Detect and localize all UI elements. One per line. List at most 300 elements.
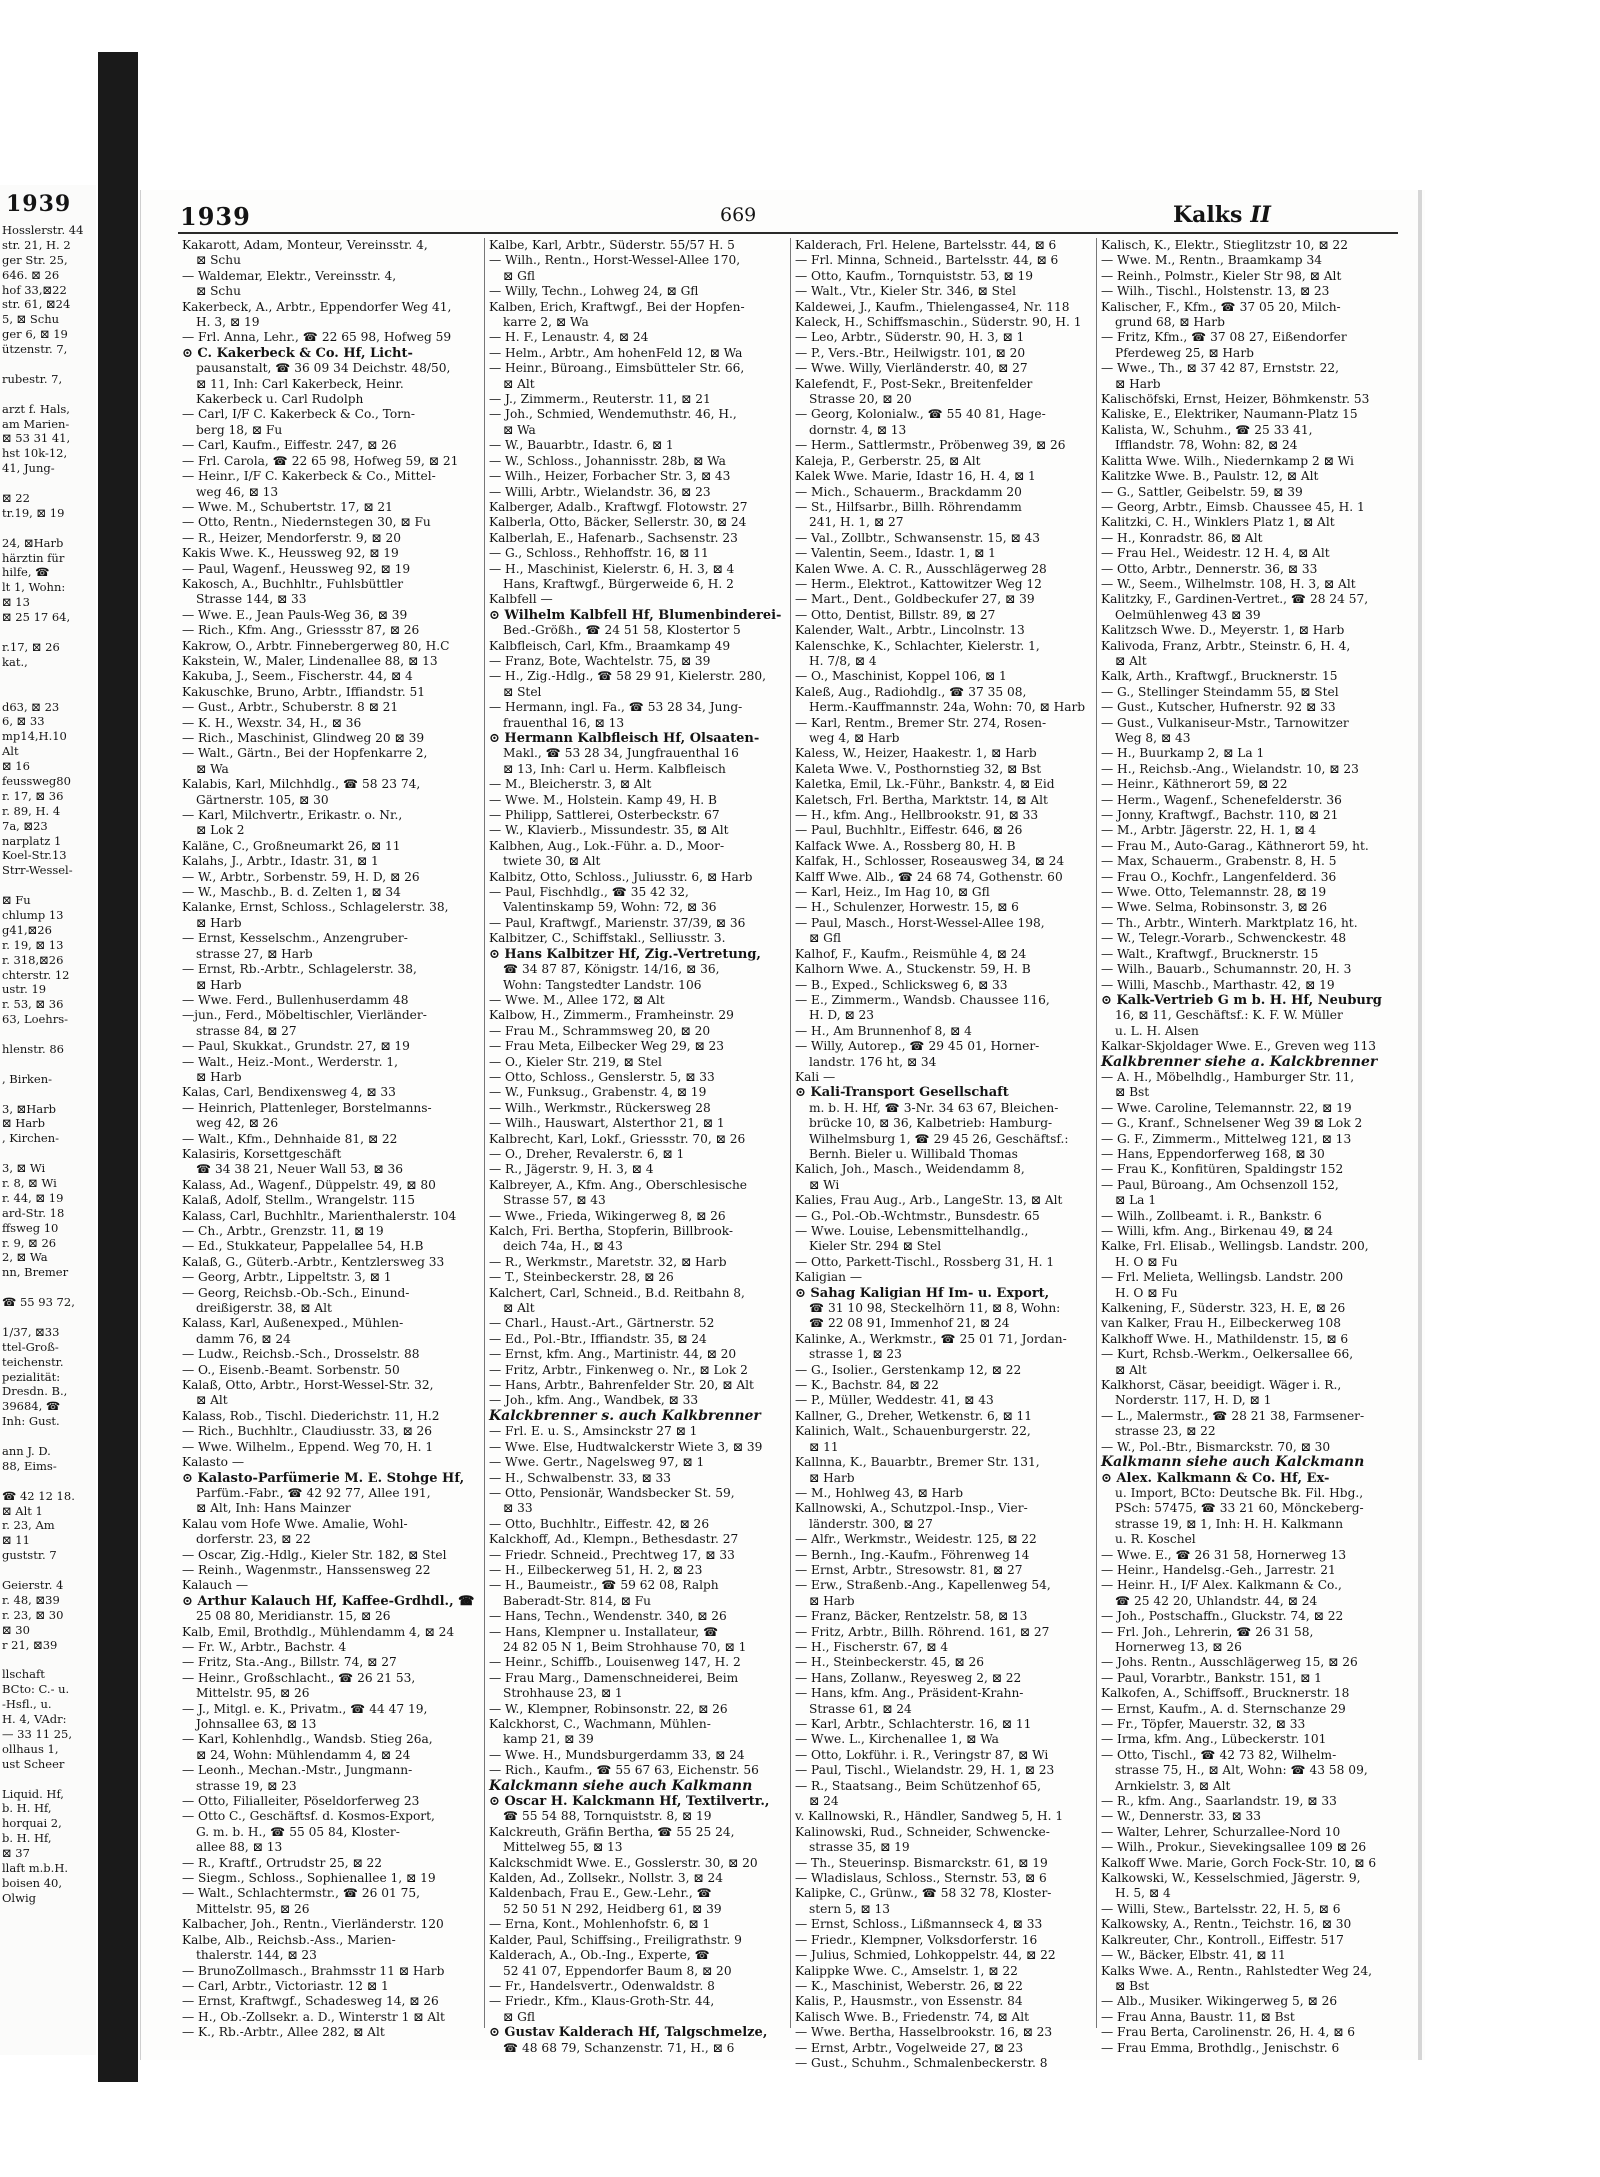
directory-entry: — Frl. Joh., Lehrerin, ☎ 26 31 58,	[1101, 1624, 1314, 1639]
directory-entry: — G., Stellinger Steindamm 55, ⊠ Stel	[1101, 684, 1339, 699]
directory-entry: — Frl. E. u. S., Amsinckstr 27 ⊠ 1	[489, 1424, 698, 1439]
facing-page-line: arzt f. Hals,	[2, 401, 70, 416]
directory-entry: G. m. b. H., ☎ 55 05 84, Kloster-	[196, 1824, 400, 1839]
directory-entry: — G., Isolier., Gerstenkamp 12, ⊠ 22	[795, 1362, 1022, 1377]
directory-entry: pausanstalt, ☎ 36 09 34 Deichstr. 48/50,	[196, 361, 451, 376]
facing-page-line: ust Scheer	[2, 1756, 65, 1771]
directory-entry: Pferdeweg 25, ⊠ Harb	[1115, 345, 1254, 360]
directory-entry: ⊠ Lok 2	[196, 823, 245, 838]
facing-page-line: lt 1, Wohn:	[2, 580, 66, 595]
directory-entry: ⊠ Alt	[196, 1393, 228, 1408]
directory-entry: Kalis, P., Hausmstr., von Essenstr. 84	[795, 1994, 1023, 2009]
directory-entry: — Frl. Anna, Lehr., ☎ 22 65 98, Hofweg 59	[182, 330, 452, 345]
directory-entry: H. 7/8, ⊠ 4	[809, 653, 877, 668]
facing-page-line: ger Str. 25,	[2, 252, 68, 267]
directory-entry: ⊙ Wilhelm Kalbfell Hf, Blumenbinderei-	[489, 607, 782, 623]
directory-entry: — W., Klempner, Robinsonstr. 22, ⊠ 26	[489, 1701, 728, 1716]
directory-entry: — Wwe. Selma, Robinsonstr. 3, ⊠ 26	[1101, 900, 1327, 915]
directory-entry: Makl., ☎ 53 28 34, Jungfrauenthal 16	[503, 746, 739, 761]
directory-entry: ⊠ Alt	[503, 376, 535, 391]
facing-page-line: ⊠ Alt 1	[2, 1503, 43, 1518]
directory-entry: — Otto, Parkett-Tischl., Rossberg 31, H. 1	[795, 1254, 1055, 1269]
directory-entry: H. D, ⊠ 23	[809, 1008, 875, 1023]
directory-entry: — Heinrich, Plattenleger, Borstelmanns-	[182, 1100, 432, 1115]
facing-page-line: nn, Bremer	[2, 1265, 69, 1280]
directory-entry: — E., Zimmerm., Wandsb. Chaussee 116,	[795, 992, 1050, 1007]
directory-entry: Kalch, Fri. Bertha, Stopferin, Billbrook-	[489, 1224, 734, 1238]
directory-entry: — H., Am Brunnenhof 8, ⊠ 4	[795, 1023, 972, 1038]
directory-entry: Arnkielstr. 3, ⊠ Alt	[1115, 1778, 1231, 1793]
facing-page-line: ützenstr. 7,	[2, 342, 68, 357]
directory-entry: Kalauch —	[182, 1578, 249, 1593]
directory-entry: strasse 23, ⊠ 22	[1115, 1424, 1216, 1439]
directory-entry: Kieler Str. 294 ⊠ Stel	[809, 1239, 942, 1254]
directory-entry: — G., Kranf., Schnelsener Weg 39 ⊠ Lok 2	[1101, 1116, 1363, 1131]
directory-entry: — W., Bauarbtr., Idastr. 6, ⊠ 1	[489, 438, 674, 453]
directory-entry: damm 76, ⊠ 24	[196, 1331, 291, 1346]
directory-entry: — W., Seem., Wilhelmstr. 108, H. 3, ⊠ Alt	[1101, 576, 1356, 591]
directory-entry: — Heinr., Großschlacht., ☎ 26 21 53,	[182, 1670, 416, 1685]
directory-entry: Kalberlah, E., Hafenarb., Sachsenstr. 23	[489, 530, 738, 545]
directory-entry: — St., Hilfsarbr., Billh. Röhrendamm	[795, 499, 1022, 514]
directory-entry: — O., Dreher, Revalerstr. 6, ⊠ 1	[489, 1146, 685, 1161]
directory-entry: — Ernst, Kraftwgf., Schadesweg 14, ⊠ 26	[182, 1994, 439, 2009]
directory-entry: Wilhelmsburg 1, ☎ 29 45 26, Geschäftsf.:	[809, 1131, 1069, 1146]
directory-entry: Strasse 144, ⊠ 33	[196, 592, 307, 607]
directory-column-3	[790, 238, 1095, 2070]
directory-entry: Kalkmann siehe auch Kalckmann	[1101, 1454, 1365, 1471]
facing-page-line: mp14,H.10	[2, 729, 67, 744]
directory-entry: — Ludw., Reichsb.-Sch., Drosselstr. 88	[182, 1347, 420, 1362]
directory-entry: — Gust., Kutscher, Hufnerstr. 92 ⊠ 33	[1101, 700, 1336, 715]
facing-page-line: narplatz 1	[2, 833, 62, 848]
directory-entry: Kalbe, Karl, Arbtr., Süderstr. 55/57 H. 5	[489, 238, 735, 252]
directory-entry: Kalckhoff, Ad., Klempn., Bethesdastr. 27	[489, 1532, 739, 1547]
directory-entry: — Frl. Carola, ☎ 22 65 98, Hofweg 59, ⊠ 21	[182, 453, 459, 468]
directory-entry: — Frau Meta, Eilbecker Weg 29, ⊠ 23	[489, 1039, 725, 1054]
directory-entry: — Wladislaus, Schloss., Sternstr. 53, ⊠ 6	[795, 1871, 1047, 1886]
directory-entry: — Leonh., Mechan.-Mstr., Jungmann-	[182, 1763, 413, 1778]
directory-entry: ⊙ Oscar H. Kalckmann Hf, Textilvertr.,	[489, 1794, 770, 1810]
directory-entry: Kaleta Wwe. V., Posthornstieg 32, ⊠ Bst	[795, 761, 1042, 776]
facing-page-fragment	[0, 185, 96, 2055]
directory-entry: — R., Kraftf., Ortrudstr 25, ⊠ 22	[182, 1855, 383, 1870]
directory-entry: karre 2, ⊠ Wa	[503, 315, 589, 330]
facing-page-line: teichenstr.	[2, 1354, 64, 1369]
directory-entry: Kalkhorst, Cäsar, beeidigt. Wäger i. R.,	[1101, 1378, 1342, 1393]
directory-entry: — K., Maschinist, Weberstr. 26, ⊠ 22	[795, 1978, 1023, 1993]
facing-page-line	[2, 1280, 94, 1295]
directory-entry: — K., Rb.-Arbtr., Allee 282, ⊠ Alt	[182, 2025, 385, 2040]
facing-page-line	[2, 625, 94, 640]
facing-page-line: ⊠ 16	[2, 759, 30, 774]
directory-entry: — O., Kieler Str. 219, ⊠ Stel	[489, 1054, 662, 1069]
directory-entry: strasse 75, H., ⊠ Alt, Wohn: ☎ 43 58 09,	[1115, 1763, 1368, 1778]
directory-entry: Strasse 20, ⊠ 20	[809, 392, 912, 407]
facing-page-line: 646. ⊠ 26	[2, 267, 60, 282]
directory-entry: weg 4, ⊠ Harb	[809, 731, 900, 745]
facing-page-line: r. 23, ⊠ 30	[2, 1607, 64, 1622]
directory-entry: ⊠ Harb	[196, 1069, 242, 1084]
directory-entry: Kalbow, H., Zimmerm., Framheinstr. 29	[489, 1008, 734, 1023]
directory-entry: — Fr. W., Arbtr., Bachstr. 4	[182, 1639, 347, 1654]
facing-page-line: Hosslerstr. 44	[2, 223, 84, 237]
facing-page-line: härztin für	[2, 550, 65, 565]
facing-page-line: r.17, ⊠ 26	[2, 639, 60, 654]
directory-page	[140, 190, 1425, 2070]
directory-entry: Kalder, Paul, Schiffsing., Freiligrathstr. 9	[489, 1932, 742, 1947]
directory-entry: ⊙ Kali-Transport Gesellschaft	[795, 1085, 1009, 1101]
directory-entry: — Mart., Dent., Goldbeckufer 27, ⊠ 39	[795, 592, 1035, 607]
directory-entry: — Heinr., I/F C. Kakerbeck & Co., Mittel-	[182, 469, 436, 484]
directory-entry: — Georg, Kolonialw., ☎ 55 40 81, Hage-	[795, 407, 1046, 422]
directory-entry: — Wilh., Tischl., Holstenstr. 13, ⊠ 23	[1101, 284, 1330, 299]
directory-entry: — H., Eilbeckerweg 51, H. 2, ⊠ 23	[489, 1562, 703, 1577]
directory-entry: Kalkhoff Wwe. H., Mathildenstr. 15, ⊠ 6	[1101, 1331, 1349, 1346]
directory-entry: Kalkowsky, A., Rentn., Teichstr. 16, ⊠ 30	[1101, 1917, 1352, 1932]
directory-entry: — Otto C., Geschäftsf. d. Kosmos-Export,	[182, 1809, 435, 1824]
directory-entry: — A. H., Möbelhdlg., Hamburger Str. 11,	[1101, 1069, 1355, 1084]
facing-page-line: str. 61, ⊠24	[2, 297, 71, 312]
directory-entry: Kalchert, Carl, Schneid., B.d. Reitbahn 8,	[489, 1285, 745, 1300]
directory-entry: — L., Malermstr., ☎ 28 21 38, Farmsener-	[1101, 1408, 1365, 1423]
directory-entry: — Willy, Techn., Lohweg 24, ⊠ Gfl	[489, 284, 699, 299]
directory-entry: ☎ 34 38 21, Neuer Wall 53, ⊠ 36	[196, 1162, 403, 1177]
directory-entry: — Joh., Schmied, Wendemuthstr. 46, H.,	[489, 407, 737, 422]
facing-page-line: Inh: Gust.	[2, 1414, 60, 1429]
directory-entry: kamp 21, ⊠ 39	[503, 1732, 594, 1747]
directory-entry: — W., Pol.-Btr., Bismarckstr. 70, ⊠ 30	[1101, 1439, 1331, 1454]
directory-entry: — Helm., Arbtr., Am hohenFeld 12, ⊠ Wa	[489, 345, 743, 360]
facing-page-line	[2, 387, 94, 402]
facing-page-line: feussweg80	[2, 773, 71, 788]
facing-page-line	[2, 1310, 94, 1325]
directory-entry: — R., Staatsang., Beim Schützenhof 65,	[795, 1778, 1042, 1793]
directory-entry: H. O ⊠ Fu	[1115, 1285, 1178, 1300]
directory-entry: — Walt., Gärtn., Bei der Hopfenkarre 2,	[182, 746, 428, 761]
directory-entry: — Otto, Dentist, Billstr. 89, ⊠ 27	[795, 607, 996, 622]
directory-entry: — H., Reichsb.-Ang., Wielandstr. 10, ⊠ 23	[1101, 761, 1359, 776]
facing-page-line: pezialität:	[2, 1369, 61, 1384]
directory-entry: — Hermann, ingl. Fa., ☎ 53 28 34, Jung-	[489, 700, 743, 715]
directory-entry: — Carl, Arbtr., Victoriastr. 12 ⊠ 1	[182, 1978, 389, 1993]
directory-entry: — BrunoZollmasch., Brahmsstr 11 ⊠ Harb	[182, 1963, 445, 1978]
directory-entry: Oelmühlenweg 43 ⊠ 39	[1115, 607, 1261, 622]
directory-entry: m. b. H. Hf, ☎ 3-Nr. 34 63 67, Bleichen-	[809, 1100, 1059, 1115]
directory-entry: Kalkowski, W., Kesselschmied, Jägerstr. 9,	[1101, 1871, 1361, 1886]
facing-page-line	[2, 357, 94, 372]
directory-entry: — Paul, Vorarbtr., Bankstr. 151, ⊠ 1	[1101, 1670, 1322, 1685]
directory-entry: — Friedr., Klempner, Volksdorferstr. 16	[795, 1932, 1038, 1947]
facing-page-line: ann J. D.	[2, 1444, 51, 1459]
directory-entry: — Georg, Arbtr., Lippeltstr. 3, ⊠ 1	[182, 1270, 392, 1285]
directory-entry: Kalivoda, Franz, Arbtr., Steinstr. 6, H. 4,	[1101, 638, 1351, 653]
facing-page-line: -Hsfl., u.	[2, 1697, 52, 1712]
facing-page-line: boisen 40,	[2, 1875, 63, 1890]
facing-page-line: r. 89, H. 4	[2, 803, 61, 818]
directory-entry: ⊠ Bst	[1115, 1085, 1150, 1100]
directory-entry: — Heinr., Schiffb., Louisenweg 147, H. 2	[489, 1655, 741, 1670]
directory-entry: — J., Mitgl. e. K., Privatm., ☎ 44 47 19,	[182, 1701, 428, 1716]
directory-entry: Kalas, Carl, Bendixensweg 4, ⊠ 33	[182, 1085, 396, 1100]
directory-entry: Kalitzke Wwe. B., Paulstr. 12, ⊠ Alt	[1101, 469, 1319, 484]
directory-entry: Kalasto —	[182, 1455, 245, 1470]
directory-entry: — Alb., Musiker. Wikingerweg 5, ⊠ 26	[1101, 1994, 1338, 2009]
directory-entry: — Wwe. Willy, Vierländerstr. 40, ⊠ 27	[795, 361, 1028, 376]
directory-entry: — Walter, Lehrer, Schurzallee-Nord 10	[1101, 1824, 1341, 1839]
directory-entry: Kalckhorst, C., Wachmann, Mühlen-	[489, 1717, 711, 1731]
directory-entry: Kalks Wwe. A., Rentn., Rahlstedter Weg 24,	[1101, 1963, 1372, 1978]
directory-entry: — H., Steinbeckerstr. 45, ⊠ 26	[795, 1655, 985, 1670]
directory-entry: — Otto, Lokführ. i. R., Veringstr 87, ⊠ Wi	[795, 1747, 1049, 1762]
directory-entry: Kaldenbach, Frau E., Gew.-Lehr., ☎	[489, 1886, 712, 1901]
directory-entry: ⊠ Wi	[809, 1177, 840, 1192]
directory-entry: Herm.-Kauffmannstr. 24a, Wohn: 70, ⊠ Harb	[809, 700, 1086, 715]
directory-entry: — Wwe. Ferd., Bullenhuserdamm 48	[182, 992, 409, 1007]
directory-entry: ⊙ C. Kakerbeck & Co. Hf, Licht-	[182, 345, 413, 361]
directory-entry: — Frl. Minna, Schneid., Bartelsstr. 44, ⊠ 6	[795, 253, 1059, 268]
directory-entry: — Frau Berta, Carolinenstr. 26, H. 4, ⊠ 6	[1101, 2025, 1356, 2040]
directory-entry: — Wilh., Zollbeamt. i. R., Bankstr. 6	[1101, 1208, 1322, 1223]
facing-page-line: rubestr. 7,	[2, 371, 63, 386]
directory-entry: Strasse 61, ⊠ 24	[809, 1701, 912, 1716]
directory-entry: — Hans, kfm. Ang., Präsident-Krahn-	[795, 1686, 1024, 1701]
directory-entry: — Frl. Melieta, Wellingsb. Landstr. 200	[1101, 1270, 1344, 1285]
directory-entry: — G., Schloss., Rehhoffstr. 16, ⊠ 11	[489, 546, 709, 561]
directory-entry: Strohhause 23, ⊠ 1	[503, 1686, 623, 1701]
directory-entry: 16, ⊠ 11, Geschäftsf.: K. F. W. Müller	[1115, 1008, 1343, 1023]
directory-entry: Kalisch, K., Elektr., Stieglitzstr 10, ⊠ 22	[1101, 238, 1348, 252]
directory-entry: — Otto, Rentn., Niedernstegen 30, ⊠ Fu	[182, 515, 431, 530]
directory-entry: — Paul, Wagenf., Heussweg 92, ⊠ 19	[182, 561, 411, 576]
directory-entry: — Ernst, Arbtr., Stresowstr. 81, ⊠ 27	[795, 1562, 1023, 1577]
directory-entry: — W., Schloss., Johannisstr. 28b, ⊠ Wa	[489, 453, 726, 468]
directory-entry: — Wwe. Louise, Lebensmittelhandlg.,	[795, 1224, 1029, 1238]
directory-entry: — H., Baumeistr., ☎ 59 62 08, Ralph	[489, 1578, 719, 1593]
directory-entry: Kallnowski, A., Schutzpol.-Insp., Vier-	[795, 1501, 1028, 1516]
directory-entry: — Irma, kfm. Ang., Lübeckerstr. 101	[1101, 1732, 1327, 1747]
directory-column-1	[182, 238, 482, 2040]
directory-entry: 241, H. 1, ⊠ 27	[809, 515, 904, 530]
directory-entry: — Frau K., Konfitüren, Spaldingstr 152	[1101, 1162, 1344, 1177]
directory-entry: weg 42, ⊠ 26	[196, 1116, 279, 1131]
directory-entry: Kalbfell —	[489, 592, 553, 607]
directory-entry: — H., Zig.-Hdlg., ☎ 58 29 91, Kielerstr. 280,	[489, 669, 766, 684]
directory-entry: — Friedr. Schneid., Prechtweg 17, ⊠ 33	[489, 1547, 735, 1562]
facing-page-line: r. 23, Am	[2, 1518, 55, 1533]
directory-entry: Kalb, Emil, Brothdlg., Mühlendamm 4, ⊠ 24	[182, 1624, 455, 1639]
directory-entry: — Wwe. E., ☎ 26 31 58, Hornerweg 13	[1101, 1547, 1347, 1562]
directory-entry: Kalderach, A., Ob.-Ing., Experte, ☎	[489, 1948, 710, 1963]
directory-entry: Kalasiris, Korsettgeschäft	[182, 1146, 342, 1161]
directory-entry: brücke 10, ⊠ 36, Kalbetrieb: Hamburg-	[809, 1116, 1053, 1131]
directory-entry: Kalbe, Alb., Reichsb.-Ass., Marien-	[182, 1932, 396, 1947]
directory-entry: ⊙ Alex. Kalkmann & Co. Hf, Ex-	[1101, 1470, 1330, 1486]
facing-page-line: , Kirchen-	[2, 1131, 60, 1146]
directory-entry: — H., Ob.-Zollsekr. a. D., Winterstr 1 ⊠ Alt	[182, 2009, 445, 2024]
directory-entry: — Ernst, kfm. Ang., Martinistr. 44, ⊠ 20	[489, 1347, 737, 1362]
directory-entry: Kalk, Arth., Kraftwgf., Brucknerstr. 15	[1101, 669, 1338, 684]
directory-entry: Kaligian —	[795, 1270, 863, 1285]
directory-entry: — Wwe. M., Allee 172, ⊠ Alt	[489, 992, 665, 1007]
directory-entry: ⊠ Alt, Inh: Hans Mainzer	[196, 1501, 351, 1516]
directory-entry: ⊠ Gfl	[809, 931, 841, 946]
directory-entry: Hornerweg 13, ⊠ 26	[1115, 1639, 1242, 1654]
facing-page-line: ⊠ 25 17 64,	[2, 610, 71, 625]
facing-page-line: r. 19, ⊠ 13	[2, 937, 64, 952]
directory-entry: — Paul, Kraftwgf., Marienstr. 37/39, ⊠ 36	[489, 915, 746, 930]
directory-entry: Baberadt-Str. 814, ⊠ Fu	[503, 1593, 652, 1608]
directory-entry: — Wilh., Heizer, Forbacher Str. 3, ⊠ 43	[489, 469, 731, 484]
directory-entry: frauenthal 16, ⊠ 13	[503, 715, 625, 730]
directory-entry: — Otto, Kaufm., Tornquiststr. 53, ⊠ 19	[795, 268, 1033, 283]
directory-entry: ⊠ Gfl	[503, 268, 535, 283]
facing-page-line	[2, 1087, 94, 1102]
directory-entry: Kalefendt, F., Post-Sekr., Breitenfelder	[795, 376, 1033, 391]
directory-entry: — Erw., Straßenb.-Ang., Kapellenweg 54,	[795, 1578, 1051, 1593]
directory-entry: — Erna, Kont., Mohlenhofstr. 6, ⊠ 1	[489, 1917, 711, 1932]
directory-entry: Kalass, Ad., Wagenf., Düppelstr. 49, ⊠ 80	[182, 1177, 436, 1192]
directory-entry: — Willi, kfm. Ang., Birkenau 49, ⊠ 24	[1101, 1224, 1333, 1238]
directory-entry: Hans, Kraftwgf., Bürgerweide 6, H. 2	[503, 576, 734, 591]
facing-page-line: ⊠ 22	[2, 491, 30, 506]
directory-entry: — Hans, Zollanw., Reyesweg 2, ⊠ 22	[795, 1670, 1022, 1685]
facing-page-line: H. 4, VAdr:	[2, 1712, 67, 1727]
directory-entry: — H., Maschinist, Kielerstr. 6, H. 3, ⊠ 4	[489, 561, 735, 576]
directory-entry: — Carl, I/F C. Kakerbeck & Co., Torn-	[182, 407, 416, 422]
directory-entry: grund 68, ⊠ Harb	[1115, 315, 1225, 330]
facing-page-line: 5, ⊠ Schu	[2, 312, 60, 327]
directory-entry: — Bernh., Ing.-Kaufm., Föhrenweg 14	[795, 1547, 1030, 1562]
directory-entry: — Ernst, Kesselschm., Anzengruber-	[182, 931, 408, 946]
directory-entry: — Hans, Eppendorferweg 168, ⊠ 30	[1101, 1146, 1325, 1161]
directory-entry: — W., Arbtr., Sorbenstr. 59, H. D, ⊠ 26	[182, 869, 420, 884]
directory-entry: Kalitzky, F., Gardinen-Vertret., ☎ 28 24 57,	[1101, 592, 1369, 607]
directory-entry: — Wwe. M., Holstein. Kamp 49, H. B	[489, 792, 717, 807]
directory-entry: — Ernst, Rb.-Arbtr., Schlagelerstr. 38,	[182, 962, 417, 977]
facing-page-line: — 33 11 25,	[2, 1726, 73, 1741]
directory-entry: Kalfack Wwe. A., Rossberg 80, H. B	[795, 838, 1016, 853]
directory-entry: ⊠ 13, Inh: Carl u. Herm. Kalbfleisch	[503, 761, 726, 776]
directory-entry: — J., Zimmerm., Reuterstr. 11, ⊠ 21	[489, 392, 711, 407]
directory-entry: — Wwe., Th., ⊠ 37 42 87, Ernststr. 22,	[1101, 361, 1340, 376]
directory-entry: — Fritz, Kfm., ☎ 37 08 27, Eißendorfer	[1101, 330, 1347, 345]
directory-entry: — G. F., Zimmerm., Mittelweg 121, ⊠ 13	[1101, 1131, 1352, 1146]
directory-entry: länderstr. 300, ⊠ 27	[809, 1516, 933, 1531]
directory-entry: — Wilh., Bauarb., Schumannstr. 20, H. 3	[1101, 962, 1352, 977]
directory-entry: ☎ 34 87 87, Königstr. 14/16, ⊠ 36,	[503, 962, 720, 977]
facing-page-line: ollhaus 1,	[2, 1741, 59, 1756]
directory-entry: — G., Pol.-Ob.-Wchtmstr., Bunsdestr. 65	[795, 1208, 1040, 1223]
directory-entry: — H., Schwalbenstr. 33, ⊠ 33	[489, 1470, 672, 1485]
directory-entry: u. L. H. Alsen	[1115, 1023, 1199, 1038]
facing-page-line: ⊠ 37	[2, 1846, 30, 1861]
directory-entry: Valentinskamp 59, Wohn: 72, ⊠ 36	[503, 900, 717, 915]
header-year: 1939	[180, 202, 251, 231]
directory-entry: — H., Fischerstr. 67, ⊠ 4	[795, 1639, 949, 1654]
directory-entry: ⊠ Bst	[1115, 1978, 1150, 1993]
directory-entry: — Ernst, Arbtr., Vogelweide 27, ⊠ 23	[795, 2040, 1024, 2055]
facing-page-line: chlump 13	[2, 907, 64, 922]
directory-entry: — H., Schulenzer, Horwestr. 15, ⊠ 6	[795, 900, 1019, 915]
directory-entry: Kalisch Wwe. B., Friedenstr. 74, ⊠ Alt	[795, 2009, 1030, 2024]
facing-page-line: r. 8, ⊠ Wi	[2, 1176, 57, 1190]
directory-entry: — M., Hohlweg 43, ⊠ Harb	[795, 1485, 964, 1500]
directory-entry: — R., Jägerstr. 9, H. 3, ⊠ 4	[489, 1162, 654, 1177]
directory-entry: Kalbrecht, Karl, Lokf., Griessstr. 70, ⊠ 26	[489, 1131, 746, 1146]
directory-entry: — H., Buurkamp 2, ⊠ La 1	[1101, 746, 1265, 761]
directory-entry: twiete 30, ⊠ Alt	[503, 854, 601, 869]
directory-entry: ⊠ Harb	[809, 1593, 855, 1608]
directory-entry: — Hans, Klempner u. Installateur, ☎	[489, 1624, 719, 1639]
directory-entry: Kaleja, P., Gerberstr. 25, ⊠ Alt	[795, 453, 981, 468]
facing-page-line: ⊠ 13	[2, 595, 30, 610]
facing-page-line: ttel-Groß-	[2, 1339, 59, 1354]
directory-entry: — Walt., Heiz.-Mont., Werderstr. 1,	[182, 1054, 398, 1069]
directory-entry: — Valentin, Seem., Idastr. 1, ⊠ 1	[795, 546, 996, 561]
directory-entry: — Frau Hel., Weidestr. 12 H. 4, ⊠ Alt	[1101, 546, 1330, 561]
directory-entry: berg 18, ⊠ Fu	[196, 422, 283, 437]
directory-entry: — Ernst, Kaufm., A. d. Sternschanze 29	[1101, 1701, 1346, 1716]
directory-entry: Bed.-Größh., ☎ 24 51 58, Klostertor 5	[503, 623, 741, 638]
page-header	[140, 196, 1425, 236]
directory-entry: Kalff Wwe. Alb., ☎ 24 68 74, Gothenstr. 60	[795, 869, 1063, 884]
directory-entry: Kakerbeck, A., Arbtr., Eppendorfer Weg 41,	[182, 299, 452, 314]
directory-entry: Mittelweg 55, ⊠ 13	[503, 1840, 623, 1855]
directory-entry: ⊠ 11	[809, 1439, 839, 1454]
directory-entry: Kalkar-Skjoldager Wwe. E., Greven weg 113	[1101, 1039, 1377, 1054]
directory-column-2	[484, 238, 789, 2055]
directory-entry: — R., Werkmstr., Maretstr. 32, ⊠ Harb	[489, 1254, 727, 1269]
facing-page-line: Strr-Wessel-	[2, 863, 73, 878]
directory-entry: Kalkbrenner siehe a. Kalckbrenner	[1101, 1053, 1378, 1070]
running-head	[1173, 202, 1271, 228]
directory-entry: ☎ 55 54 88, Tornquiststr. 8, ⊠ 19	[503, 1809, 712, 1824]
directory-entry: Kalitzsch Wwe. D., Meyerstr. 1, ⊠ Harb	[1101, 623, 1345, 638]
directory-entry: ⊠ Alt	[1115, 1362, 1147, 1377]
directory-entry: — Fritz, Arbtr., Billh. Röhrend. 161, ⊠ 27	[795, 1624, 1050, 1639]
facing-page-line: ☎ 55 93 72,	[2, 1295, 75, 1310]
directory-entry: — Frau M., Auto-Garag., Käthnerort 59, ht.	[1101, 838, 1369, 853]
facing-page-line	[2, 1474, 94, 1489]
facing-page-line: BCto: C.- u.	[2, 1682, 70, 1697]
directory-entry: ⊙ Kalasto-Parfümerie M. E. Stohge Hf,	[182, 1470, 465, 1486]
directory-entry: — Otto, Pensionär, Wandsbecker St. 59,	[489, 1485, 735, 1500]
facing-page-line: Olwig	[2, 1890, 36, 1905]
directory-entry: ⊙ Kalk-Vertrieb G m b. H. Hf, Neuburg	[1101, 992, 1382, 1008]
directory-entry: — Heinr., Handelsg.-Geh., Jarrestr. 21	[1101, 1562, 1336, 1577]
directory-entry: Kaletsch, Frl. Bertha, Marktstr. 14, ⊠ Alt	[795, 792, 1048, 807]
directory-entry: — T., Steinbeckerstr. 28, ⊠ 26	[489, 1270, 674, 1285]
directory-entry: — Wilh., Prokur., Sievekingsallee 109 ⊠ 26	[1101, 1840, 1367, 1855]
directory-entry: — Reinh., Wagenmstr., Hanssensweg 22	[182, 1562, 431, 1577]
directory-entry: Kalender, Walt., Arbtr., Lincolnstr. 13	[795, 623, 1025, 638]
directory-entry: Kalhof, F., Kaufm., Reismühle 4, ⊠ 24	[795, 946, 1027, 961]
facing-page-line: ffsweg 10	[2, 1220, 59, 1235]
directory-entry: dreißigerstr. 38, ⊠ Alt	[196, 1301, 332, 1316]
directory-entry: ⊠ La 1	[1115, 1193, 1157, 1208]
facing-page-line: 7a, ⊠23	[2, 818, 48, 833]
directory-entry: Kalbhen, Aug., Lok.-Führ. a. D., Moor-	[489, 838, 725, 853]
directory-entry: — Kurt, Rchsb.-Werkm., Oelkersallee 66,	[1101, 1347, 1354, 1362]
directory-entry: — Reinh., Polmstr., Kieler Str 98, ⊠ Alt	[1101, 268, 1342, 283]
directory-entry: — Herm., Sattlermstr., Pröbenweg 39, ⊠ 26	[795, 438, 1066, 453]
directory-entry: Kalass, Rob., Tischl. Diederichstr. 11, H.2	[182, 1408, 440, 1423]
facing-page-line: d63, ⊠ 23	[2, 699, 60, 714]
directory-entry: Norderstr. 117, H. D, ⊠ 1	[1115, 1393, 1272, 1408]
directory-entry: 52 41 07, Eppendorfer Baum 8, ⊠ 20	[503, 1963, 732, 1978]
directory-entry: — H., Konradstr. 86, ⊠ Alt	[1101, 530, 1263, 545]
